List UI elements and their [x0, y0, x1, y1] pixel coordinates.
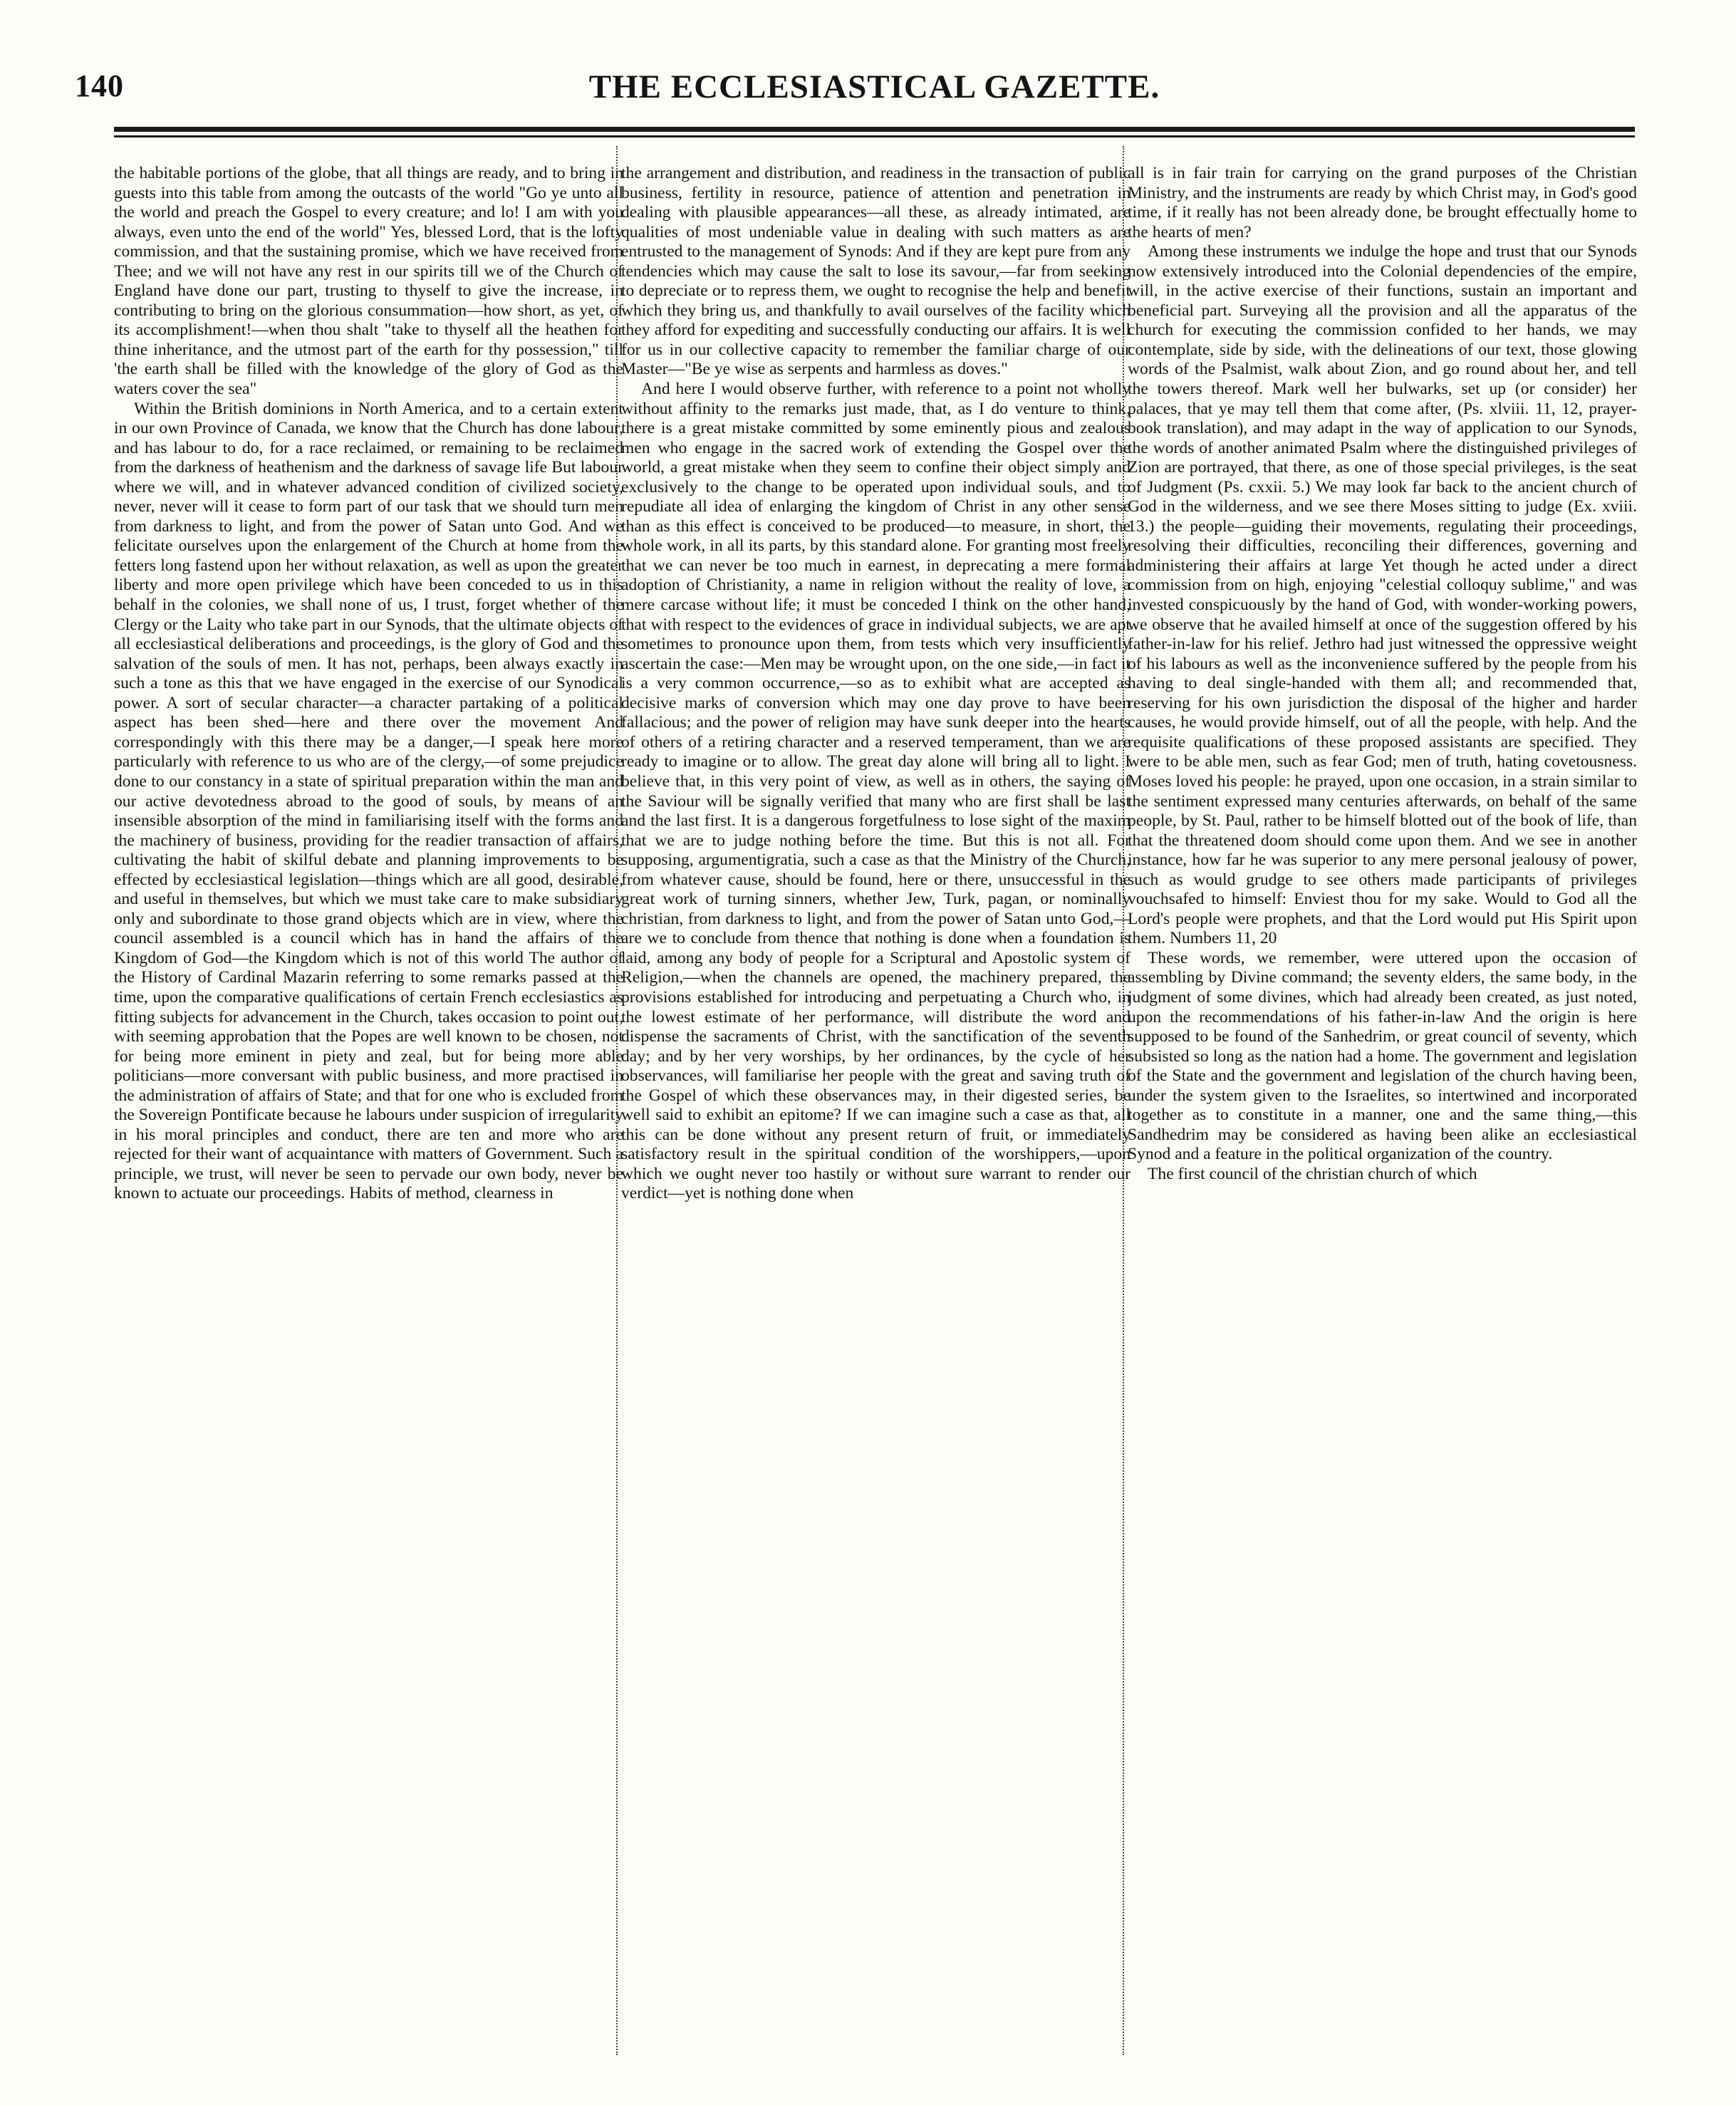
header-rule-thin — [114, 135, 1635, 137]
paragraph: Within the British dominions in North America, and to a certain extent in our own Province of Canada, we know that the Church has done labour, and has labour to do, for a race reclaimed, or remaining to be reclaimed from the darkness of heathenism and the darkness of savage life But labour where we will, and in whatever advanced condition of civilized society, never, never will it cease to form part of our task that we should turn men from darkness to light, and from the power of Satan unto God. And we felicitate ourselves upon the enlargement of the Church at home from the fetters long fastend upon her without relaxation, as well as upon the greater liberty and more open privilege which have been conceded to us in this behalf in the colonies, we shall none of us, I trust, forget whether of the Clergy or the Laity who take part in our Synods, that the ultimate objects of all ecclesiastical deliberations and proceedings, is the glory of God and the salvation of the souls of men. It has not, perhaps, been always exactly in such a tone as this that we have engaged in the exercise of our Synodical power. A sort of secular character—a character partaking of a political aspect has been shed—here and there over the movement And correspondingly with this there may be a danger,—I speak here more particularly with reference to us who are of the clergy,—of some prejudice done to our constancy in a state of spiritual preparation within the man and our active devotedness abroad to the good of souls, by means of an insensible absorption of the mind in familiarising itself with the forms and the machinery of business, providing for the readier transaction of affairs, cultivating the habit of skilful debate and planning improvements to be effected by ecclesiastical legislation—things which are all good, desirable, and useful in themselves, but which we must take care to make subsidiary only and subordinate to those grand objects which are in view, where the council assembled is a council which has in hand the affairs of the Kingdom of God—the Kingdom which is not of this world The author of the History of Cardinal Mazarin referring to some remarks passed at the time, upon the comparative qualifications of certain French ecclesiastics as fitting subjects for advancement in the Church, takes occasion to point out, with seeming approbation that the Popes are well known to be chosen, not for being more eminent in piety and zeal, but for being more able politicians—more conversant with public business, and more practised in the administration of affairs of State; and that for one who is excluded from the Sovereign Pontificate because he labours under suspicion of irregularity in his moral principles and conduct, there are ten and more who are rejected for their want of acquaintance with matters of Government. Such a principle, we trust, will never be seen to pervade our own body, never be known to actuate our proceedings. Habits of method, clearness in — [114, 399, 623, 1203]
paragraph: the arrangement and distribution, and readiness in the transaction of public business, fertility in resource, patience of attention and penetration in dealing with plausible appearances—all these, as already intimated, are qualities of most undeniable value in dealing with such matters as are entrusted to the management of Synods: And if they are kept pure from any tendencies which may cause the salt to lose its savour,—far from seeking to depreciate or to repress them, we ought to recognise the help and benefit which they bring us, and thankfully to avail ourselves of the facility which they afford for expediting and successfully conducting our affairs. It is well for us in our collective capacity to remember the familiar charge of our Master—"Be ye wise as serpents and harmless as doves." — [621, 164, 1131, 379]
paragraph: And here I would observe further, with reference to a point not wholly without affinity to the remarks just made, that, as I do venture to think, there is a great mistake committed by some eminently pious and zealous men who engage in the sacred work of extending the Gospel over the world, a great mistake when they seem to confine their object simply and exclusively to the change to be operated upon individual souls, and to repudiate all idea of enlarging the kingdom of Christ in any other sense than as this effect is conceived to be produced—to measure, in short, the whole work, in all its parts, by this standard alone. For granting most freely that we can never be too much in earnest, in deprecating a mere formal adoption of Christianity, a name in religion without the reality of love, a mere carcase without life; it must be conceded I think on the other hand, that with respect to the evidences of grace in individual subjects, we are apt sometimes to pronounce upon them, from tests which very insufficiently ascertain the case:—Men may be wrought upon, on the one side,—in fact it is a very common occurrence,—so as to exhibit what are accepted as decisive marks of conversion which may one day prove to have been fallacious; and the power of religion may have sunk deeper into the hearts of others of a retiring character and a reserved temperament, than we are ready to imagine or to allow. The great day alone will bring all to light. I believe that, in this very point of view, as well as in others, the saying of the Saviour will be signally verified that many who are first shall be last and the last first. It is a dangerous forgetfulness to lose sight of the maxim that we are to judge nothing before the time. But this is not all. For supposing, argumentigratia, such a case as that the Ministry of the Church, from whatever cause, should be found, here or there, unsuccessful in the great work of turning sinners, whether Jew, Turk, pagan, or nominally christian, from darkness to light, and from the power of Satan unto God,—are we to conclude from thence that nothing is done when a foundation is laid, among any body of people for a Scriptural and Apostolic system of Religion,—when the channels are opened, the machinery prepared, the provisions established for introducing and perpetuating a Church who, in the lowest estimate of her performance, will distribute the word and dispense the sacraments of Christ, with the sanctification of the seventh day; and by her very worships, by her ordinances, by the cycle of her observances, will familiarise her people with the great and saving truth of the Gospel of which these observances may, in their digested series, be well said to exhibit an epitome? If we can imagine such a case as that, all this can be done without any present return of fruit, or immediately satisfactory result in the spiritual condition of the worshippers,—upon which we ought never too hastily or without sure warrant to render our verdict—yet is nothing done when — [621, 380, 1131, 1203]
paragraph: all is in fair train for carrying on the grand purposes of the Christian Ministry, and the instruments are ready by which Christ may, in God's good time, if it really has not been already done, be brought effectually home to the hearts of men? — [1128, 164, 1637, 241]
page-number: 140 — [75, 68, 124, 103]
paragraph: the habitable portions of the globe, that all things are ready, and to bring in guests into this table from among the outcasts of the world "Go ye unto all the world and preach the Gospel to every creature; and lo! I am with you always, even unto the end of the world" Yes, blessed Lord, that is the lofty commission, and that the sustaining promise, which we have received from Thee; and we will not have any rest in our spirits till we of the Church of England have done our part, trusting to thyself to give the increase, in contributing to bring on the glorious consummation—how short, as yet, of its accomplishment!—when thou shalt "take to thyself all the heathen for thine inheritance, and the utmost part of the earth for thy possession," till 'the earth shall be filled with the knowledge of the glory of God as the waters cover the sea" — [114, 164, 623, 399]
paragraph: The first council of the christian church of which — [1148, 1164, 1477, 1183]
text-column-1 — [114, 164, 623, 2048]
paragraph: Among these instruments we indulge the hope and trust that our Synods now extensively introduced into the Colonial dependencies of the empire, will, in the active exercise of their functions, sustain an important and beneficial part. Surveying all the provision and all the apparatus of the church for executing the commission confided to her hands, we may contemplate, side by side, with the delineations of our text, those glowing words of the Psalmist, walk about Zion, and go round about her, and tell the towers thereof. Mark well her bulwarks, set up (or consider) her palaces, that ye may tell them that come after, (Ps. xlviii. 11, 12, prayer-book translation), and may adapt in the way of application to our Synods, the words of another animated Psalm where the distinguished privileges of Zion are portrayed, that there, as one of those special privileges, is the seat of Judgment (Ps. cxxii. 5.) We may look far back to the ancient church of God in the wilderness, and we see there Moses sitting to judge (Ex. xviii. 13.) the people—guiding their movements, regulating their proceedings, resolving their difficulties, reconciling their differences, governing and administering their affairs at large Yet though he acted under a direct commission from on high, enjoying "celestial colloquy sublime," and was invested conspicuously by the hand of God, with wonder-working powers, we observe that he availed himself at once of the suggestion offered by his father-in-law for his relief. Jethro had just witnessed the oppressive weight of his labours as well as the inconvenience suffered by the people from his having to deal single-handed with them all; and recommended that, reserving for his own jurisdiction the disposal of the higher and harder causes, he would provide himself, out of all the people, with help. And the requisite qualifications of these proposed assistants are specified. They were to be able men, such as fear God; men of truth, hating covetousness. Moses loved his people: he prayed, upon one occasion, in a strain similar to the sentiment expressed many centuries afterwards, on behalf of the same people, by St. Paul, rather to be himself blotted out of the book of life, than that the threatened doom should come upon them. And we see in another instance, how far he was superior to any mere personal jealousy of power, such as would grudge to see others made participants of privileges vouchsafed to himself: Enviest thou for my sake. Would to God all the Lord's people were prophets, and that the Lord would put His Spirit upon them. Numbers 11, 20 — [1128, 242, 1637, 948]
page-header — [75, 68, 1674, 110]
journal-title: THE ECCLESIASTICAL GAZETTE. — [588, 68, 1160, 105]
text-column-2 — [621, 164, 1131, 2048]
header-rule-thick — [114, 127, 1635, 132]
text-column-3 — [1128, 164, 1637, 2048]
paragraph: These words, we remember, were uttered upon the occasion of assembling by Divine command; the seventy elders, the same body, in the judgment of some divines, which had already been created, as just noted, upon the recommendations of his father-in-law And the origin is here supposed to be found of the Sanhedrim, or great council of seventy, which subsisted so long as the nation had a home. The government and legislation of the State and the government and legislation of the church having been, under the system given to the Israelites, so intertwined and incorporated together as to constitute in a manner, one and the same thing,—this Sandhedrim may be considered as having been alike an ecclesiastical Synod and a feature in the political organization of the country. — [1128, 948, 1637, 1164]
